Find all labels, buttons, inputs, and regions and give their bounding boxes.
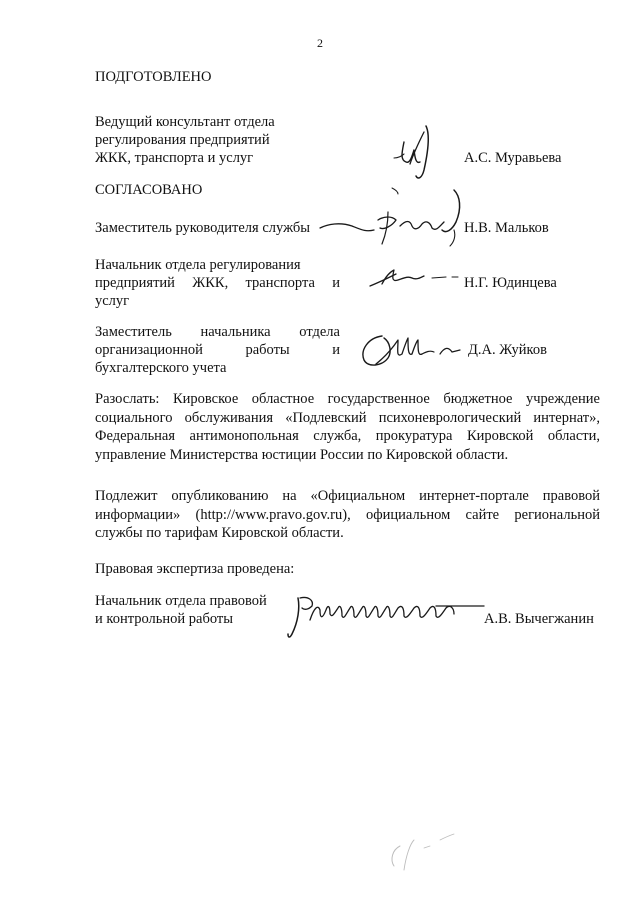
head-of-department-line-2 — [95, 274, 340, 292]
faint-marks — [384, 826, 464, 876]
legal-review-signatory-name: А.В. Вычегжанин — [484, 611, 594, 627]
word: работы — [245, 342, 290, 358]
legal-review-statement: Правовая экспертиза проведена: — [95, 561, 295, 577]
page-number: 2 — [317, 36, 323, 50]
prepared-signatory-name: А.С. Муравьева — [464, 150, 562, 166]
signature-yudintseva — [368, 266, 460, 292]
head-of-department-name: Н.Г. Юдинцева — [464, 275, 557, 291]
deputy-chief-line-2 — [95, 341, 340, 359]
deputy-chief-name: Д.А. Жуйков — [468, 342, 547, 358]
prepared-position-line-1: Ведущий консультант отдела — [95, 114, 275, 130]
word: и — [332, 275, 340, 291]
signature-malkov — [318, 186, 468, 256]
signature-vychegzhanin — [286, 594, 486, 642]
word: начальника — [200, 324, 271, 340]
word: Заместитель — [95, 324, 172, 340]
legal-review-position-line-2: и контрольной работы — [95, 611, 233, 627]
word: отдела — [299, 324, 340, 340]
publication-paragraph: Подлежит опубликованию на «Официальном интернет-портале правовой информации» (http://www.pravo.gov.ru), официальном сайте региональной службы по тарифам Кировской области. — [95, 488, 600, 542]
prepared-heading: ПОДГОТОВЛЕНО — [95, 69, 212, 85]
head-of-department-line-3: услуг — [95, 293, 130, 309]
signature-muravyeva — [388, 122, 448, 184]
prepared-position-line-2: регулирования предприятий — [95, 132, 270, 148]
word: транспорта — [245, 275, 315, 291]
distribution-paragraph: Разослать: Кировское областное государственное бюджетное учреждение социального обслуживания «Подлевский психоневрологический интернат», Федеральная антимонопольная служба, прокуратура Кировской области, управление Министерства юстиции России по Кировской области. — [95, 391, 600, 463]
word: предприятий — [95, 275, 175, 291]
head-of-department-line-1: Начальник отдела регулирования — [95, 257, 301, 273]
signature-zhuikov — [356, 328, 464, 374]
legal-review-position-line-1: Начальник отдела правовой — [95, 593, 267, 609]
word: ЖКК, — [192, 275, 229, 291]
prepared-position-line-3: ЖКК, транспорта и услуг — [95, 150, 254, 166]
deputy-chief-line-3: бухгалтерского учета — [95, 360, 227, 376]
word: и — [332, 342, 340, 358]
deputy-head-position: Заместитель руководителя службы — [95, 220, 311, 236]
deputy-head-name: Н.В. Мальков — [464, 220, 549, 236]
word: организационной — [95, 342, 203, 358]
agreed-heading: СОГЛАСОВАНО — [95, 182, 203, 198]
deputy-chief-line-1 — [95, 323, 340, 341]
